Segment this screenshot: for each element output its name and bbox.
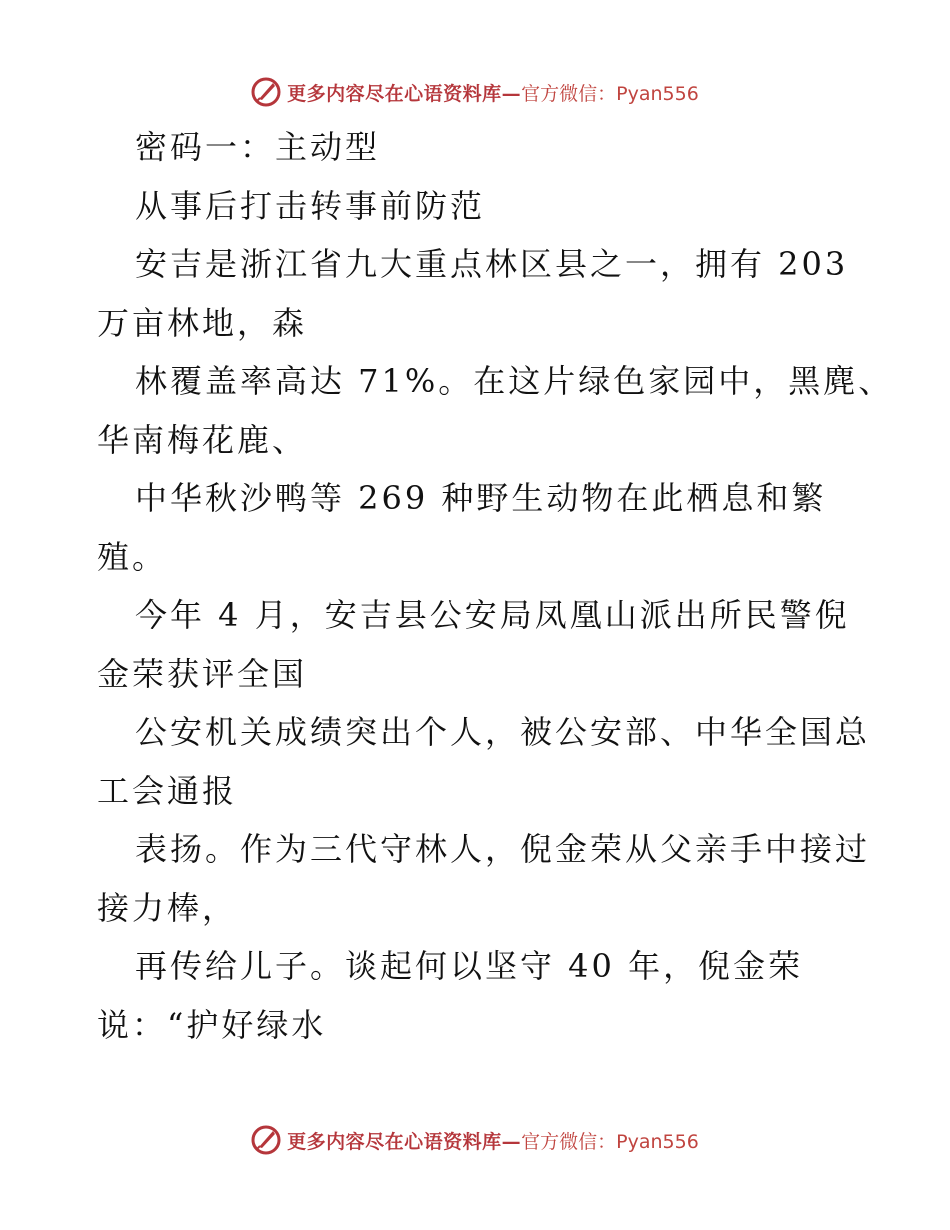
- header-banner-wechat: 官方微信：Pyan556: [521, 82, 699, 105]
- paragraph-line: 华南梅花鹿、: [97, 420, 308, 459]
- header-watermark-banner: [0, 72, 950, 112]
- header-banner-text: 更多内容尽在心语资料库—: [287, 82, 522, 105]
- footer-banner-text: 更多内容尽在心语资料库—: [287, 1130, 522, 1153]
- paragraph-line: 再传给儿子。谈起何以坚守 40 年，倪金荣: [135, 947, 804, 985]
- paragraph-line: 中华秋沙鸭等 269 种野生动物在此栖息和繁: [135, 479, 827, 517]
- document-body: [97, 118, 894, 1054]
- section-heading: 密码一：主动型: [135, 128, 381, 166]
- paragraph-line: 万亩林地，森: [97, 303, 308, 342]
- paragraph-line: 安吉是浙江省九大重点林区县之一，拥有 203: [135, 245, 849, 283]
- paragraph-line: 公安机关成绩突出个人，被公安部、中华全国总: [135, 713, 871, 751]
- paragraph-line: 今年 4 月，安吉县公安局凤凰山派出所民警倪: [135, 596, 850, 634]
- paragraph-line: 林覆盖率高达 71%。在这片绿色家园中，黑麂、: [135, 362, 894, 400]
- footer-banner-wechat: 官方微信：Pyan556: [521, 1130, 699, 1153]
- paragraph-line: 工会通报: [97, 771, 238, 810]
- paragraph-line: 表扬。作为三代守林人，倪金荣从父亲手中接过: [135, 830, 871, 868]
- paragraph-line: 金荣获评全国: [97, 654, 308, 693]
- quill-pen-logo-icon: [251, 1125, 281, 1155]
- paragraph-line: 殖。: [97, 537, 168, 576]
- section-subheading: 从事后打击转事前防范: [135, 186, 486, 225]
- footer-watermark-banner: [0, 1120, 950, 1160]
- paragraph-line: 说：“护好绿水: [97, 1005, 327, 1044]
- quill-pen-logo-icon: [251, 77, 281, 107]
- paragraph-line: 接力棒，: [97, 888, 238, 927]
